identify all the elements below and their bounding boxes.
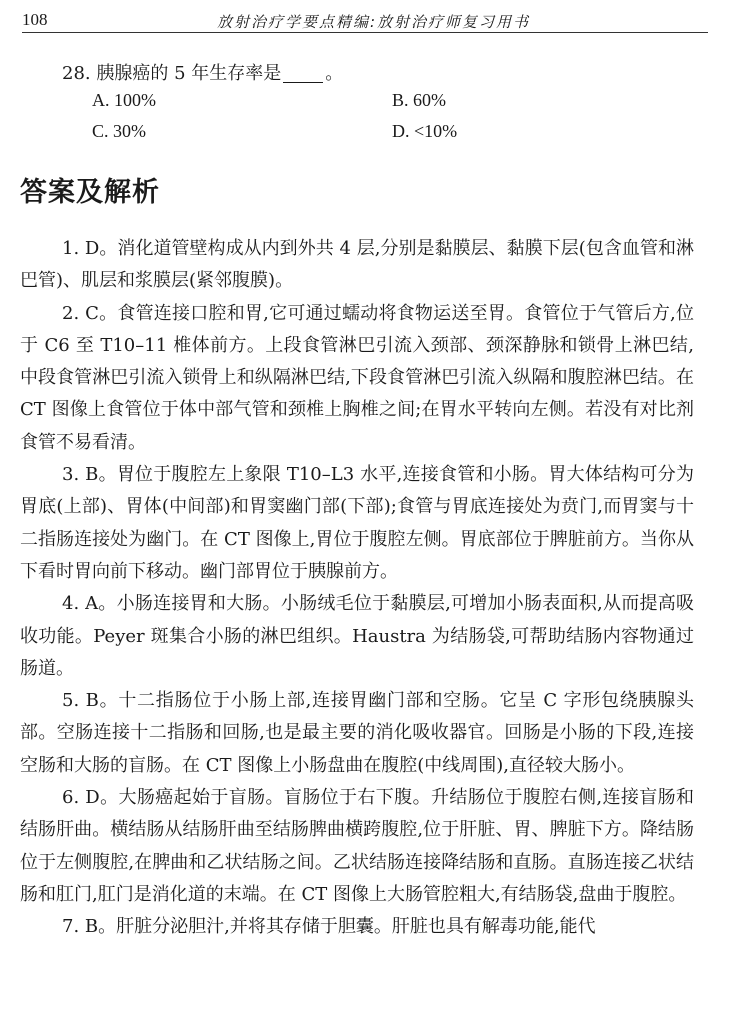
option-d: D. <10%	[392, 121, 458, 141]
question-stem-text: 28. 胰腺癌的 5 年生存率是	[62, 63, 282, 84]
running-title: 放射治疗学要点精编:放射治疗师复习用书	[217, 13, 531, 31]
answer-4: 4. A。小肠连接胃和大肠。小肠绒毛位于黏膜层,可增加小肠表面积,从而提高吸收功能。Peyer 斑集合小肠的淋巴组织。Haustra 为结肠袋,可帮助结肠内容物通过肠道。	[20, 593, 694, 679]
answer-blank	[283, 66, 323, 83]
question-stem	[62, 60, 662, 88]
section-title: 答案及解析	[20, 177, 160, 208]
answers-section	[20, 233, 694, 944]
answer-7: 7. B。肝脏分泌胆汁,并将其存储于胆囊。肝脏也具有解毒功能,能代	[62, 916, 596, 938]
page-header	[22, 8, 708, 33]
answer-3: 3. B。胃位于腹腔左上象限 T10–L3 水平,连接食管和小肠。胃大体结构可分为胃底(上部)、胃体(中间部)和胃窦幽门部(下部);食管与胃底连接处为贲门,而胃窦与十二指肠连接处为幽门。在 CT 图像上,胃位于腹腔左侧。胃底部位于脾脏前方。当你从下看时胃向前下移动。幽门部胃位于胰腺前方。	[20, 464, 694, 582]
page-number: 108	[22, 10, 48, 29]
answer-1: 1. D。消化道管壁构成从内到外共 4 层,分别是黏膜层、黏膜下层(包含血管和淋巴管)、肌层和浆膜层(紧邻腹膜)。	[20, 238, 694, 292]
option-b: B. 60%	[392, 90, 446, 110]
question-28	[62, 60, 662, 141]
answer-2: 2. C。食管连接口腔和胃,它可通过蠕动将食物运送至胃。食管位于气管后方,位于 C6 至 T10–11 椎体前方。上段食管淋巴引流入颈部、颈深静脉和锁骨上淋巴结,中段食管淋巴引流入锁骨上和纵隔淋巴结,下段食管淋巴引流入纵隔和腹腔淋巴结。在 CT 图像上食管位于体中部气管和颈椎上胸椎之间;在胃水平转向左侧。若没有对比剂食管不易看清。	[20, 302, 694, 453]
answer-6: 6. D。大肠癌起始于盲肠。盲肠位于右下腹。升结肠位于腹腔右侧,连接盲肠和结肠肝曲。横结肠从结肠肝曲至结肠脾曲横跨腹腔,位于肝脏、胃、脾脏下方。降结肠位于左侧腹腔,在脾曲和乙状结肠之间。乙状结肠连接降结肠和直肠。直肠连接乙状结肠和肛门,肛门是消化道的末端。在 CT 图像上大肠管腔粗大,有结肠袋,盘曲于腹腔。	[20, 787, 694, 905]
option-a: A. 100%	[92, 90, 156, 110]
question-stem-end: 。	[325, 63, 344, 84]
answer-5: 5. B。十二指肠位于小肠上部,连接胃幽门部和空肠。它呈 C 字形包绕胰腺头部。空肠连接十二指肠和回肠,也是最主要的消化吸收器官。回肠是小肠的下段,连接空肠和大肠的盲肠。在 CT 图像上小肠盘曲在腹腔(中线周围),直径较大肠小。	[20, 690, 694, 776]
option-c: C. 30%	[92, 121, 146, 141]
